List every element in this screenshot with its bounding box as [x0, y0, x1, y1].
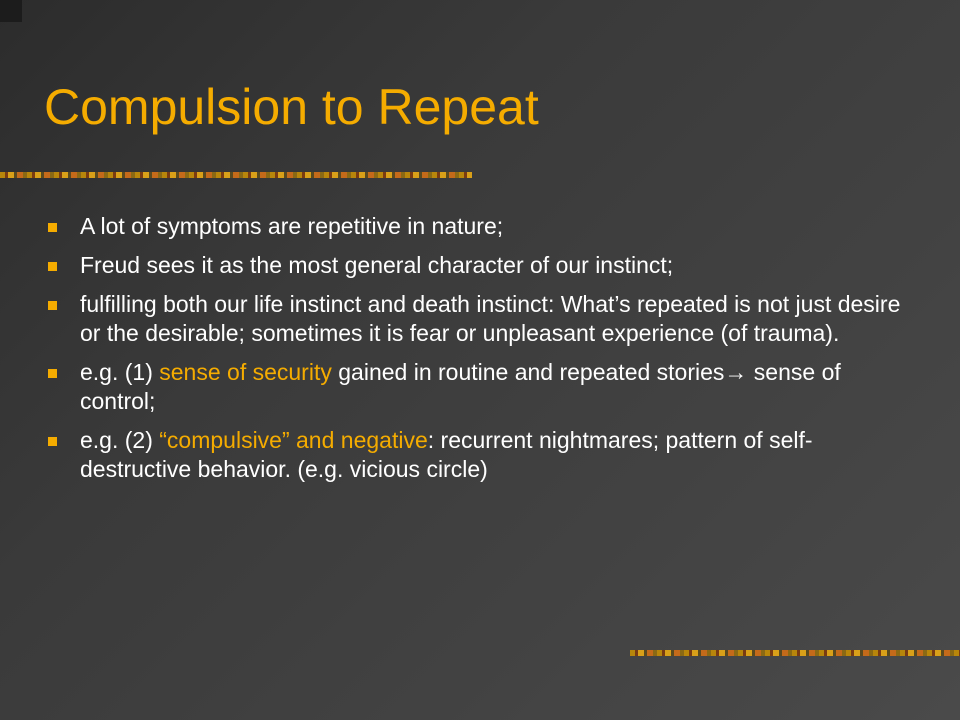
- highlighted-phrase: sense of security: [159, 359, 332, 385]
- bullet-item: [46, 251, 906, 280]
- bullet-text: Freud sees it as the most general character of our instinct;: [80, 252, 674, 278]
- bullet-item: [46, 290, 906, 348]
- bullet-text-middle: gained in routine and repeated stories: [331, 359, 725, 385]
- title-divider: [0, 172, 472, 178]
- square-bullet-icon: [48, 262, 57, 271]
- bullet-text-prefix: e.g. (1): [80, 359, 160, 385]
- bullet-list: [46, 212, 906, 494]
- bullet-text-prefix: e.g. (2): [80, 427, 160, 453]
- square-bullet-icon: [48, 223, 57, 232]
- slide-title: Compulsion to Repeat: [44, 79, 539, 135]
- highlighted-phrase: “compulsive” and negative: [159, 427, 428, 453]
- square-bullet-icon: [48, 301, 57, 310]
- bullet-text-suffix: : recurrent nightmares; pattern of self-destructive behavior. (e.g. vicious circle): [80, 427, 813, 482]
- bullet-item: [46, 212, 906, 241]
- bullet-item: [46, 358, 906, 416]
- bullet-item: [46, 426, 906, 484]
- corner-mark: [0, 0, 22, 22]
- square-bullet-icon: [48, 369, 57, 378]
- bottom-divider: [630, 650, 960, 656]
- bullet-text: fulfilling both our life instinct and death instinct: What’s repeated is not just desire or the desirable; sometimes it is fear or unpleasant experience (of trauma).: [80, 291, 901, 346]
- bullet-text-suffix: sense of control;: [80, 359, 841, 414]
- bullet-text: A lot of symptoms are repetitive in nature;: [80, 213, 504, 239]
- square-bullet-icon: [48, 437, 57, 446]
- right-arrow-icon: →: [724, 359, 748, 385]
